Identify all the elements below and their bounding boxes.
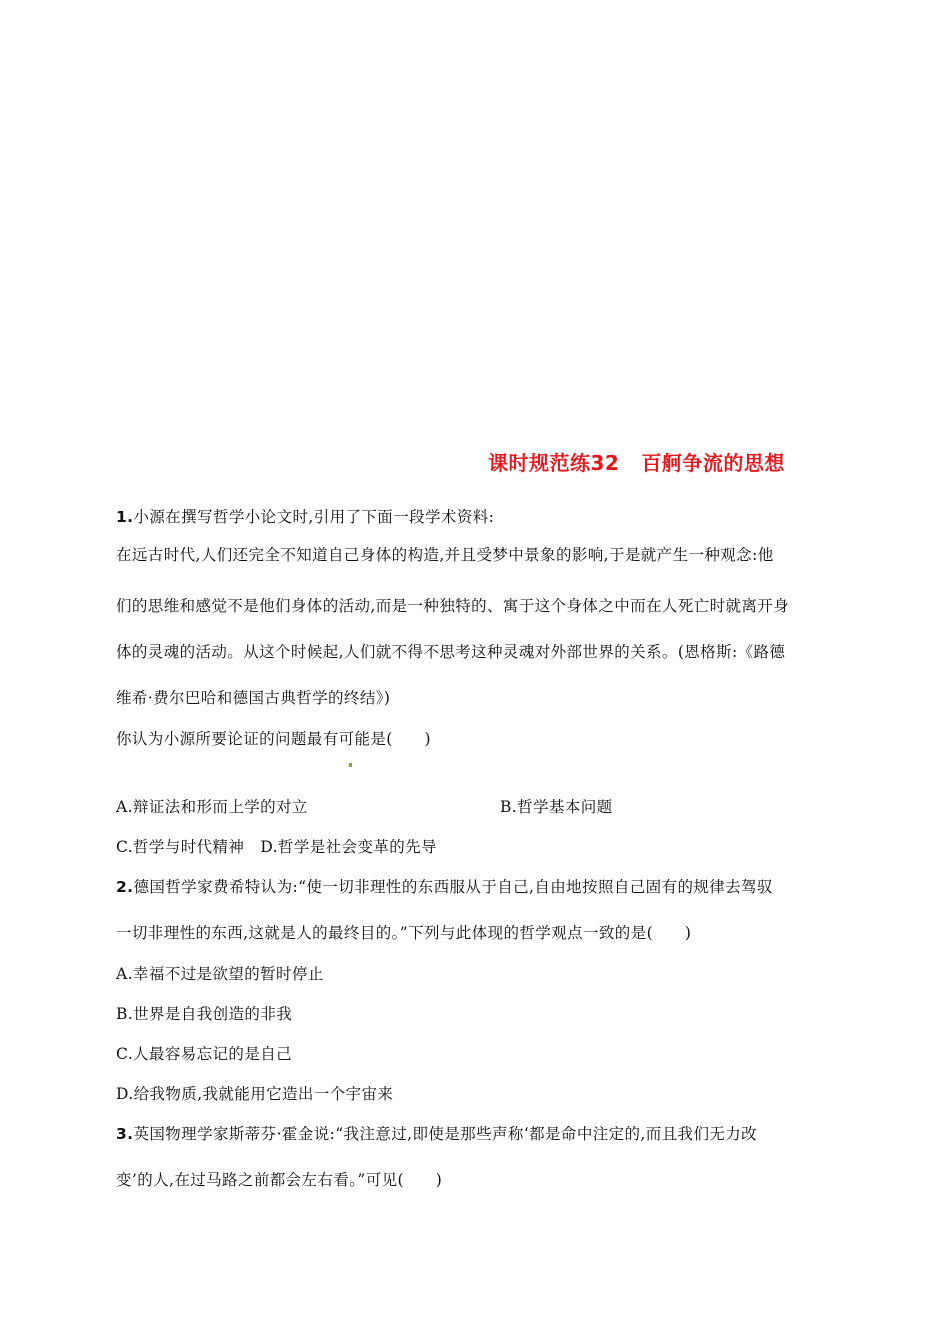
q1-options-row-2 xyxy=(116,835,437,857)
q1-passage-line: 体的灵魂的活动。从这个时候起,人们就不得不思考这种灵魂对外部世界的关系。(恩格斯:《路德 xyxy=(116,643,786,661)
green-dot xyxy=(349,763,352,767)
q1-option-b[interactable]: B.哲学基本问题 xyxy=(500,798,613,816)
q3-stem xyxy=(116,1122,757,1144)
q2-stem-line: 德国哲学家费希特认为:“使一切非理性的东西服从于自己,自由地按照自己固有的规律去驾驭 xyxy=(133,878,773,896)
title-main: 课时规范练32 xyxy=(488,451,620,475)
q1-passage-line: 维希·费尔巴哈和德国古典哲学的终结》) xyxy=(116,689,391,707)
q2-option-c[interactable]: C.人最容易忘记的是自己 xyxy=(116,1045,293,1063)
q2-number: 2. xyxy=(116,878,134,896)
q2-stem xyxy=(116,875,773,897)
q1-passage-line: 们的思维和感觉不是他们身体的活动,而是一种独特的、寓于这个身体之中而在人死亡时就离开身 xyxy=(116,597,790,615)
q2-stem-line: 一切非理性的东西,这就是人的最终目的。”下列与此体现的哲学观点一致的是( ) xyxy=(116,924,692,942)
q1-options-row-1 xyxy=(116,795,616,817)
q1-option-d[interactable]: D.哲学是社会变革的先导 xyxy=(260,838,437,856)
q3-stem-line: 变’的人,在过马路之前都会左右看。”可见( ) xyxy=(116,1171,443,1189)
q1-number: 1. xyxy=(116,508,134,526)
q1-option-a[interactable]: A.辩证法和形而上学的对立 xyxy=(116,798,308,816)
q3-number: 3. xyxy=(116,1125,134,1143)
q1-stem-text: 小源在撰写哲学小论文时,引用了下面一段学术资料: xyxy=(133,508,495,526)
q1-option-c[interactable]: C.哲学与时代精神 xyxy=(116,838,245,856)
q2-option-d[interactable]: D.给我物质,我就能用它造出一个宇宙来 xyxy=(116,1085,394,1103)
q2-option-b[interactable]: B.世界是自我创造的非我 xyxy=(116,1005,293,1023)
q1-stem xyxy=(116,505,494,527)
title-sub: 百舸争流的思想 xyxy=(641,451,785,475)
q1-question: 你认为小源所要论证的问题最有可能是( ) xyxy=(116,730,431,748)
q2-option-a[interactable]: A.幸福不过是欲望的暂时停止 xyxy=(116,965,324,983)
page-title xyxy=(488,447,785,476)
q1-passage-line: 在远古时代,人们还完全不知道自己身体的构造,并且受梦中景象的影响,于是就产生一种观念:他 xyxy=(116,546,774,564)
q3-stem-line: 英国物理学家斯蒂芬·霍金说:“我注意过,即使是那些声称‘都是命中注定的,而且我们无力改 xyxy=(133,1125,758,1143)
